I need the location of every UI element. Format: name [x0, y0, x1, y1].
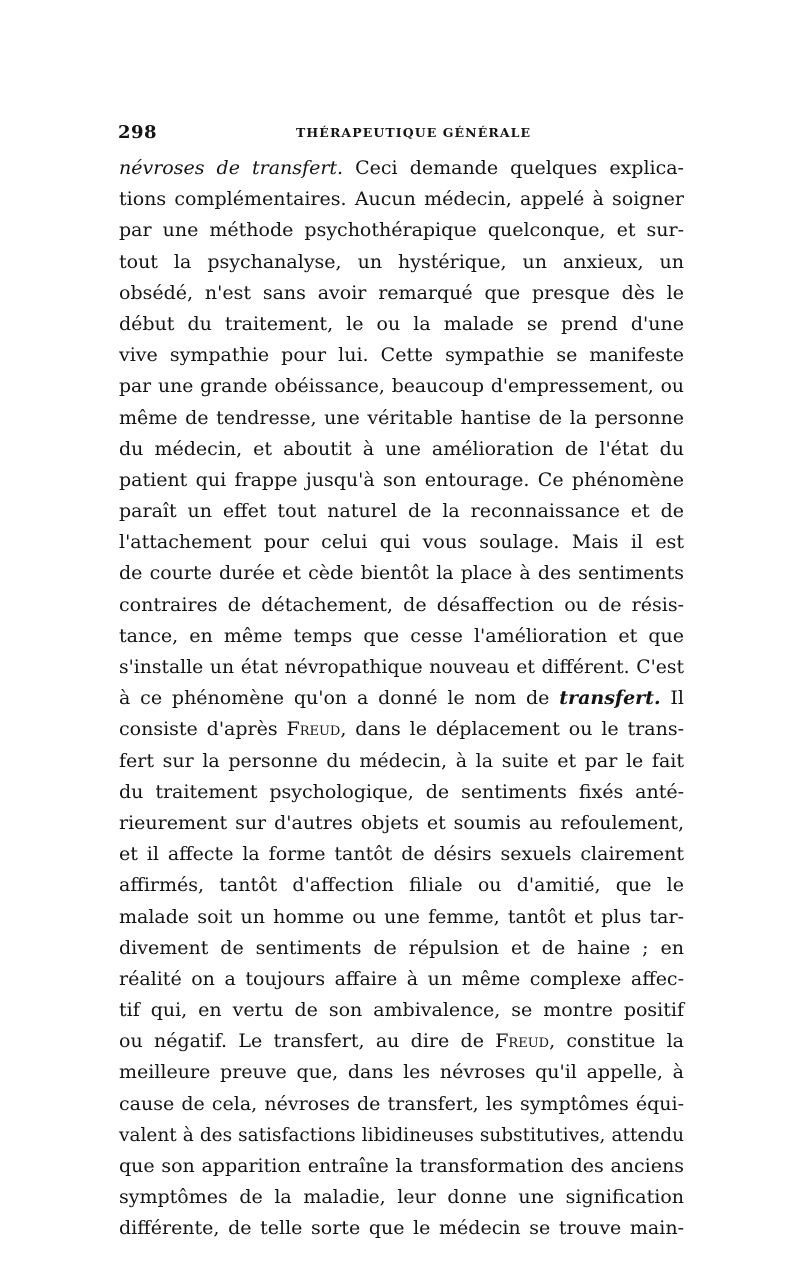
italic-term: transfert. [559, 687, 661, 710]
text-segment: et il affecte la forme tantôt de désirs sexuels clairement [119, 843, 684, 866]
text-line [119, 621, 684, 652]
text-segment: paraît un effet tout naturel de la reconnaissance et de [119, 500, 684, 523]
text-segment: patient qui frappe jusqu'à son entourage. Ce phénomène [119, 468, 684, 491]
text-segment: s'installe un état névropathique nouveau et différent. C'est [119, 657, 684, 678]
text-line [119, 714, 684, 745]
text-segment: l'attachement pour celui qui vous soulage. Mais il est [119, 531, 684, 554]
text-segment: début du traitement, le ou la malade se prend d'une [119, 312, 684, 335]
text-line [119, 1057, 684, 1088]
text-line [119, 278, 684, 309]
text-segment: ou négatif. Le transfert, au dire de [119, 1030, 496, 1053]
text-segment: du traitement psychologique, de sentiments fixés anté- [119, 780, 684, 803]
italic-term: névroses de transfert. [119, 157, 344, 179]
text-segment: Il [660, 687, 684, 710]
text-segment: rieurement sur d'autres objets et soumis au refoulement, [119, 811, 684, 834]
text-line [119, 746, 684, 777]
text-line [119, 1120, 684, 1151]
text-line [119, 215, 684, 246]
text-segment: malade soit un homme ou une femme, tantôt et plus tar- [119, 905, 684, 928]
text-line [119, 933, 684, 964]
text-segment: du médecin, et aboutit à une amélioration de l'état du [119, 437, 684, 460]
text-line [119, 309, 684, 340]
text-line [119, 590, 684, 621]
text-segment: tions complémentaires. Aucun médecin, appelé à soigner [119, 188, 684, 211]
text-segment: différente, de telle sorte que le médecin se trouve main- [119, 1217, 684, 1240]
text-segment: obsédé, n'est sans avoir remarqué que presque dès le [119, 281, 684, 304]
text-line [119, 1026, 684, 1057]
text-segment: tance, en même temps que cesse l'amélioration et que [119, 624, 684, 647]
text-line [119, 340, 684, 371]
text-segment: vive sympathie pour lui. Cette sympathie se manifeste [119, 344, 684, 367]
text-line [119, 403, 684, 434]
text-line [119, 496, 684, 527]
running-head [118, 122, 684, 148]
page-number: 298 [118, 122, 158, 143]
text-segment: symptômes de la maladie, leur donne une signification [119, 1186, 684, 1209]
text-line [119, 1151, 684, 1182]
text-segment: consiste d'après [119, 718, 287, 741]
text-line [119, 434, 684, 465]
text-segment: cause de cela, névroses de transfert, les symptômes équi- [119, 1092, 684, 1115]
text-line [119, 1182, 684, 1213]
text-line [119, 247, 684, 278]
running-title: THÉRAPEUTIQUE GÉNÉRALE [296, 125, 532, 140]
text-segment: par une méthode psychothérapique quelconque, et sur- [119, 219, 684, 242]
text-line [119, 558, 684, 589]
text-line [119, 1089, 684, 1120]
text-line [119, 527, 684, 558]
body-text [119, 153, 684, 1245]
text-line [119, 995, 684, 1026]
text-line [119, 371, 684, 402]
text-segment: fert sur la personne du médecin, à la suite et par le fait [119, 749, 684, 772]
text-line [119, 465, 684, 496]
text-segment: affirmés, tantôt d'affection filiale ou d'amitié, que le [119, 874, 684, 897]
text-segment: par une grande obéissance, beaucoup d'empressement, ou [119, 376, 684, 398]
text-line [119, 902, 684, 933]
text-segment: Ceci demande quelques explica- [343, 157, 684, 179]
text-line [119, 808, 684, 839]
author-name: Freud [495, 1030, 550, 1053]
text-segment: de courte durée et cède bientôt la place à des sentiments [119, 562, 684, 585]
text-line [119, 870, 684, 901]
text-segment: , dans le déplacement ou le trans- [340, 718, 684, 741]
text-line [119, 839, 684, 870]
text-segment: meilleure preuve que, dans les névroses qu'il appelle, à [119, 1061, 684, 1084]
text-segment: , constitue la [549, 1030, 684, 1053]
text-segment: tif qui, en vertu de son ambivalence, se montre positif [119, 999, 684, 1022]
text-segment: valent à des satisfactions libidineuses substitutives, attendu [119, 1124, 684, 1146]
text-segment: tout la psychanalyse, un hystérique, un anxieux, un [119, 250, 684, 273]
text-segment: que son apparition entraîne la transformation des anciens [119, 1155, 684, 1177]
text-segment: divement de sentiments de répulsion et de haine ; en [119, 936, 684, 959]
text-line [119, 964, 684, 995]
text-line [119, 184, 684, 215]
text-line [119, 153, 684, 184]
text-segment: réalité on a toujours affaire à un même complexe affec- [119, 967, 684, 990]
author-name: Freud [286, 718, 341, 741]
text-segment: à ce phénomène qu'on a donné le nom de [119, 687, 560, 710]
text-line [119, 777, 684, 808]
text-line [119, 1213, 684, 1244]
text-line [119, 652, 684, 683]
text-segment: contraires de détachement, de désaffection ou de résis- [119, 593, 684, 616]
text-segment: même de tendresse, une véritable hantise de la personne [119, 406, 684, 429]
text-line [119, 683, 684, 714]
